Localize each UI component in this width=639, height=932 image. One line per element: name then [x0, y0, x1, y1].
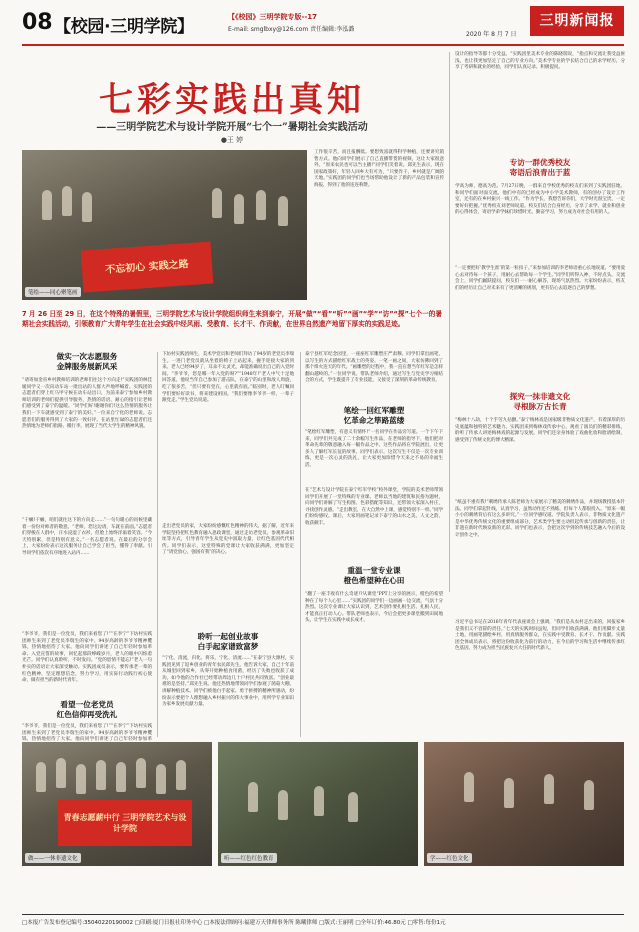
bottom-left-photo: [22, 742, 212, 866]
photo-banner: 不忘初心 实践之路: [81, 242, 214, 293]
article-column: “李爷爷，我们是一位党员，我们来看您了!”“在李宁”下坊村实践团师生来到了老党员李瑞生的家中。94岁高龄的李爷爷精神矍铄，热情地招待了大家。他向同学们讲述了自己年轻时参加革: [22, 724, 152, 743]
column-divider: [300, 352, 301, 737]
headline: 七彩实践出真知: [99, 80, 365, 120]
person-figure: [82, 192, 92, 222]
article-column: “宁化、清流，归化、将乐，宁化、清流……”在泰宁县大源村，实践团见到了返乡创业的青年农民邱先生。他告诉大家，自己十年前从城里回到家乡，从零开始种植食用菌，经历了失败也收获了成功。如今他的合作社已经带动周边几十户村民共同致富。“创业最难的是坚持。”邱先生说。他还热情地带领同学们参观了菌菇大棚，讲解种植技术。同学们被他白手起家、勇于拼搏的精神所感动，纷纷表示要把个人理想融入乡村振兴的伟大事业中，用所学专业知识为家乡发展贡献力量。: [162, 656, 294, 708]
person-figure: [278, 196, 288, 226]
article-column: 习近平总书记在2016年青年代表座谈会上强调，“我们是从农村走出来的，回报家乡是我们义不容辞的责任。”七天的实践时间虽短，但同学们收获满满。他们用脚步丈量土地，用画笔描绘乡村，用真情服务群众，在实践中受教育、长才干、作贡献。实践团全体成员表示，将把这份收获化为前行的动力，在今后的学习和生活中继续传承红色基因，努力成为担当民族复兴大任的时代新人。: [455, 620, 625, 652]
lead-paragraph: 7 月 26 日至 29 日，在这个特殊的暑假里，三明学院艺术与设计学院组织师生来到泰宁，开展“做”“看”“听”“画”“学”“访”“探”七个一的暑期社会实践活动，引领教育广大青年学生在社会实践中经风雨、受教育、长才干、作贡献，在世界自然遗产地留下厚实的实践足迹。: [22, 310, 442, 328]
article-column: 学高为师，德高为范。7月27日晚，一群来自学校优秀的校友们来到了实践团驻地，和同学们面对面交流。他们中有的已经成为中小学美术教师，有的创办了设计工作室，还有的在乡村振兴一线工作。“作为学长，我想告诉你们，大学时光很宝贵，一定要好好把握。”优秀校友刘老师说道。校友们结合自身经历，分享了求学、就业和创业的心得体会，寄语学弟学妹们珍惜时光、勤奋学习，努力成为对社会有用的人。: [455, 184, 625, 216]
person-figure: [248, 782, 258, 812]
section-title: 【校园·三明学院】: [54, 17, 194, 37]
article-column: “翻了一座丰收有什么奇迹!?从课堂“PPT上分享的展示，橙色的希望种在了每个人心里……”实践团的同学们一边画画一边交流，气氛十分热烈。这次专业课让大家认识到，艺术创作要扎根生活、扎根人民，才能真正打动人心。带队老师也表示，今后会把更多课堂搬到田间地头，让学生在实践中成长成才。: [305, 592, 443, 624]
article-column: 走出老党员的家，大家纷纷感慨红色精神的伟大。据了解，近年来学院坚持把红色教育融入思政课堂，通过走访老党员、参观革命旧址等方式，引导青年学生从党史中汲取力量，让红色基因代代相传。同学们表示，这堂特殊的党课让大家收获满满，更加坚定了“请党放心，强国有我”的决心。: [162, 524, 294, 556]
subhead-alumni: 专访一群优秀校友 寄语后浪青出于蓝: [509, 158, 571, 177]
article-column: “李爷爷，我们是一位党员，我们来看您了!”“在李宁”下坊村实践团师生来到了老党员李瑞生的家中。94岁高龄的李爷爷精神矍铄，热情地招待了大家。他向同学们讲述了自己年轻时参加革命、入党宣誓的故事，回忆起那段峥嵘岁月，老人的眼中闪烁着光芒。同学们认真聆听，不时发问。“党的恩情不能忘!”老人一句朴实的话语让大家深受触动。实践团成员表示，要传承老一辈的红色精神，坚定理想信念，努力学习，用实际行动践行初心使命，做有担当的新时代青年。: [22, 632, 152, 684]
person-figure: [76, 764, 86, 794]
person-figure: [212, 188, 222, 218]
person-figure: [256, 190, 266, 220]
column-divider: [157, 352, 158, 737]
person-figure: [348, 792, 358, 822]
photo-banner: 青春志愿薪中行 三明学院艺术与设计学院: [58, 800, 192, 846]
bottom-mid-photo: [218, 742, 418, 866]
article-column: “干癞!干癞，咱们就往这下的方向走……”一句句暖心的问候里藏着一份份对师者的敬意。“老师，您这边请，车就在前面。”志愿者们穿梭在人群中，汗水浸湿了衣衫，但脸上始终洋溢着笑容。“今天特别累，但是特别有意义。”一名志愿者说。在最后的分享会上，大家纷纷表示这次服务让自己学会了担当，懂得了奉献。引导同学们依次有序地进入站内……: [22, 518, 152, 556]
main-photo: [22, 150, 307, 300]
subhead-sculpture: 笔绘一回红军雕塑 忆革命之筚路蓝缕: [343, 406, 405, 425]
person-figure: [234, 194, 244, 224]
article-column: 在“艺术与设计学院在泰宁红军学校”校外课堂，学院的美术老师带领同学们开展了一堂特殊的专业课。老师以当地的建筑和民俗为题材，向同学们讲解了写生构图、色彩搭配等知识，还带领大家深入村庄，寻找创作灵感。“走出教室，在大自然中上课，感觉特别不一样。”同学们纷纷感叹。课后，大家用画笔记录下泰宁的山水之美、人文之韵，收获颇丰。: [305, 488, 443, 526]
person-figure: [584, 780, 594, 810]
person-figure: [116, 762, 126, 792]
person-figure: [278, 790, 288, 820]
article-column: “笔绘红军雕塑，有意义有情怀!”一名同学在作品旁写道。一个下午下来，同学们共完成了二十余幅写生作品，在老师的指导下，他们把对革命先辈的敬意融入每一幅作品之中。这些作品将在学院展出，让更多人了解红军长征的故事。同学们表示，这次写生不仅是一次专业训练，更是一次心灵的洗礼，让大家更加珍惜今天来之不易的幸福生活。: [305, 430, 443, 468]
person-figure: [504, 778, 514, 808]
article-column: 泰宁县红军纪念园里，一座座红军雕塑庄严肃穆。同学们拿出画笔，以写生的方式描绘红军战士的英姿。一笔一画之间，大家仿佛回到了那个烽火连天的年代。“画雕塑的过程中，我一直在想当年红军是怎样翻山越岭的。”一位同学说。带队老师介绍，通过写生与党史学习相结合的方式，学生既提升了专业技能，又接受了深刻的革命传统教育。: [305, 352, 443, 384]
photo-caption: 做——一休非遗文化: [25, 853, 81, 863]
person-figure: [42, 190, 52, 220]
subhead-veteran: 看望一位老党员 红色信仰再受洗礼: [56, 700, 118, 719]
page-number: 08: [22, 10, 53, 35]
person-figure: [136, 758, 146, 788]
person-figure: [36, 762, 46, 792]
person-figure: [314, 786, 324, 816]
person-figure: [156, 764, 166, 794]
subheadline: ——三明学院艺术与设计学院开展“七个一”暑期社会实践活动: [96, 122, 368, 133]
person-figure: [62, 186, 72, 216]
editor-info: E-mail: smglbxy@126.com 责任编辑:李泓潞: [228, 26, 355, 33]
bottom-right-photo: [424, 742, 624, 866]
photo-caption: 学——红色文化: [427, 853, 472, 863]
subhead-lesson: 重温一堂专业课 橙色希望种在心田: [343, 566, 405, 585]
person-figure: [56, 758, 66, 788]
person-figure: [544, 774, 554, 804]
article-column: 工作很辛苦，而且报酬低。要想致富就得科学种植，还要讲究销售方式。他向同学们展示了自己直播带货的视频，这让大家很意外。“原来农民也可以当主播!”同学们笑着说。邱先生表示，现在国家政策好，年轻人回乡大有可为，“只要肯干，乡村就是广阔的天地。”实践团的同学们也当场帮助他设计了新的产品包装和宣传海报，得到了他的连连称赞。: [314, 150, 444, 188]
column-divider: [449, 52, 450, 592]
page-header: [0, 0, 639, 44]
person-figure: [176, 760, 186, 790]
issue-date: 2020 年 8 月 7 日: [466, 31, 517, 38]
article-column: “请寄加金省乡村教师培训的老师们往这个方向走!”实践团的林佳媛同学又一次向动车站一批出站的人群大声地呼喊着。实践团的志愿者们穿上红马甲守候在动车站出口，为前来泰宁参加乡村教师培训的老师们提供引导服务，热情的话语、耐心的指引让老师们感受到了泰宁的温暖。“同学们好!谢谢你们!这么热情的服务让我们一下车就感受到了泰宁的美好。”一位来自宁化的老师说。志愿者们的服务得到了大家的一致好评。在站里忙碌的志愿者们还热情地为老师们指路、搬行李，展现了当代大学生的精神风貌。: [22, 378, 152, 430]
article-column: 设计的指导等都十分受益。“实践团里美术专业的陈晓瑞说，“指点和交流让我受益匪浅，也让我更加坚定了自己的专业方向。”美术学专业的学长结合自己的求学经历，分享了考研和就业的经验，同学们认真记录、积极提问。: [455, 52, 625, 71]
article-column: “纸虽不重有我!”刺绣传承人陈老师为大家展示了精美的刺绣作品，并现场教授基本针法。同学们拿起针线，认真学习，虽然动作还不熟练，但每个人都很投入。“原来一幅小小的刺绣背后有这么多讲究。”一位同学感叹道。学院负责人表示，非物质文化遗产是中华优秀传统文化的重要组成部分，艺术类学生要主动担起传承与创新的责任，让非遗在新时代焕发新的光彩。同学们也表示，会把这次学到的传统技艺融入今后的设计创作之中。: [455, 500, 625, 538]
article-column: 下坊村实践团师生，美术学党员和老师们拜访了94岁的老党员李瑞生。一进门老党员就从坐着的椅子上站起来，握手迎接大家的到来。老人已经94岁了，耳朵不太灵光，却能准确说出自己的入党时间。“李爷爷，您是哪一年入党的呀?”“1948年!”老人中气十足地回答道。他说当年自己参加了游击队，在泰宁的山里和敌人周旋，吃了很多苦，“但只要有党在，心里就有底。”临别时，老人叮嘱同学们要好好读书，将来建设祖国。“我们要像李爷爷一样，一辈子跟党走。”学生党员说道。: [162, 352, 294, 404]
byline: ●王 婷: [220, 136, 244, 144]
person-figure: [464, 772, 474, 802]
page-footer: □本报广告发布登记编号:35040220190002 □印刷:厦门日报社印务中心 □本报法律顾问:福建万天律师事务所 陈曦律师 □版式:王丽明 □全年订价:46.80元 □零售:每份1元: [22, 914, 624, 926]
subhead-heritage: 探究一抹非遗文化 寻根脉万古长青: [509, 392, 571, 411]
photo-caption: 笔绘——同心聚笔画: [25, 287, 81, 297]
article-column: “一定要把好‘教学生涯’的第一粒扣子。”来参加培训的李老师语重心长地说道。“要用爱心去对待每一个孩子，用耐心去帮助每一个学生。”同学们听得入神，不时点头。交流会上，同学们踊跃提问，校友们一一耐心解答，现场气氛热烈。大家纷纷表示，校友们的经历让自己对未来有了更清晰的规划，更有信心去追逐自己的梦想。: [455, 266, 625, 291]
person-figure: [96, 760, 106, 790]
masthead-logo: 三明新闻报: [530, 6, 624, 36]
photo-caption: 听——红色红色教育: [221, 853, 277, 863]
edition-label: 【《校园》三明学院专版--17: [228, 13, 318, 21]
subhead-startup: 聆听一起创业故事 白手起家谱致富梦: [197, 632, 259, 651]
article-column: “梅林十八劫，十个手劳九拈颤。”泰宁梅林戏是国家级非物质文化遗产，有着深厚的历史底蕴和独特的艺术魅力。实践团来到梅林戏传承中心，观看了演员们的精彩排练，聆听了传承人讲述梅林戏的起源与发展。同学们还亲身体验了戏曲化妆和脸谱绘制，感受到了传统文化的博大精深。: [455, 418, 625, 443]
subhead-volunteer: 做实一次志愿服务 金牌服务展新风采: [56, 352, 118, 371]
header-rule: [22, 44, 624, 46]
